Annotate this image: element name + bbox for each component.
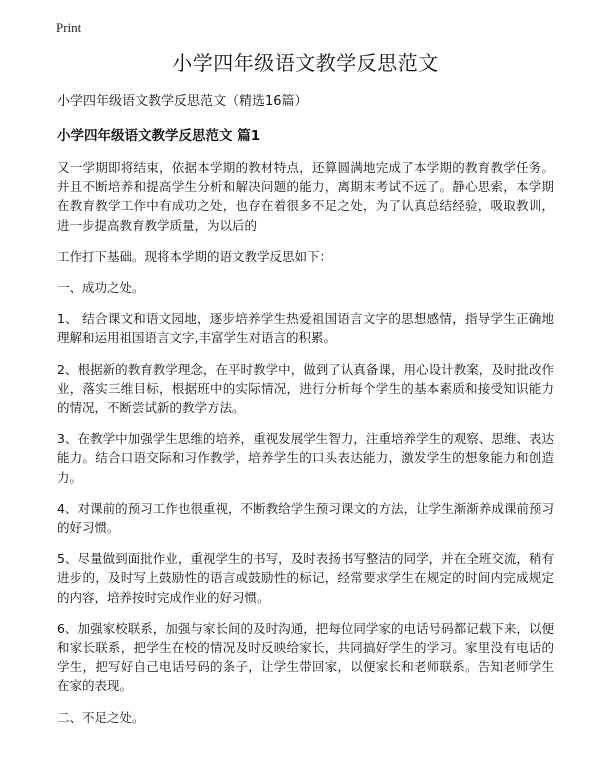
- page-title: 小学四年级语文教学反思范文: [172, 51, 439, 75]
- document-subtitle: 小学四年级语文教学反思范文（精选16篇）: [57, 94, 308, 109]
- paragraph-point-1: 1、 结合课文和语文园地，逐步培养学生热爱祖国语言文字的思想感情，指导学生正确地理解和运用祖国语言文字,丰富学生对语言的积累。: [57, 311, 554, 346]
- paragraph-intro-continued: 工作打下基础。现将本学期的语文教学反思如下：: [57, 248, 333, 264]
- paragraph-point-6: 6、加强家校联系，加强与家长间的及时沟通，把每位同学家的电话号码都记载下来，以便和家长联系，把学生在校的情况及时反映给家长，共同搞好学生的学习。家里没有电话的学生，把写好自己电话号码的条子，让学生带回家，以便家长和老师联系。告知老师学生在家的表现。: [57, 620, 554, 694]
- paragraph-point-5: 5、尽量做到面批作业，重视学生的书写，及时表扬书写整洁的同学，并在全班交流，稍有进步的，及时写上鼓励性的语言或鼓励性的标记，经常要求学生在规定的时间内完成规定的内容，培养按时完成作业的好习惯。: [57, 551, 554, 605]
- paragraph-point-3: 3、在教学中加强学生思维的培养，重视发展学生智力，注重培养学生的观察、思维、表达能力。结合口语交际和习作教学，培养学生的口头表达能力，激发学生的想象能力和创造力。: [57, 431, 554, 485]
- heading-shortcomings: 二、不足之处。: [57, 709, 145, 725]
- section-heading: 小学四年级语文教学反思范文 篇1: [57, 128, 261, 144]
- paragraph-point-4: 4、对课前的预习工作也很重视，不断教给学生预习课文的方法，让学生渐渐养成课前预习的好习惯。: [57, 500, 554, 536]
- paragraph-intro: 又一学期即将结束，依据本学期的教材特点，还算圆满地完成了本学期的教育教学任务。并且不断培养和提高学生分析和解决问题的能力，离期末考试不远了。静心思索，本学期在教育教学工作中有成功之处，也存在着很多不足之处，为了认真总结经验，吸取教训，进一步提高教育教学质量，为以后的: [57, 160, 554, 233]
- document-page: [57, 50, 554, 727]
- paragraph-point-2: 2、根据新的教育教学理念，在平时教学中，做到了认真备课，用心设计教案，及时批改作业，落实三维目标，根据班中的实际情况，进行分析每个学生的基本素质和接受知识能力的情况，不断尝试新的教学方法。: [57, 361, 554, 416]
- print-link[interactable]: Print: [56, 20, 82, 35]
- heading-successes: 一、成功之处。: [57, 280, 145, 296]
